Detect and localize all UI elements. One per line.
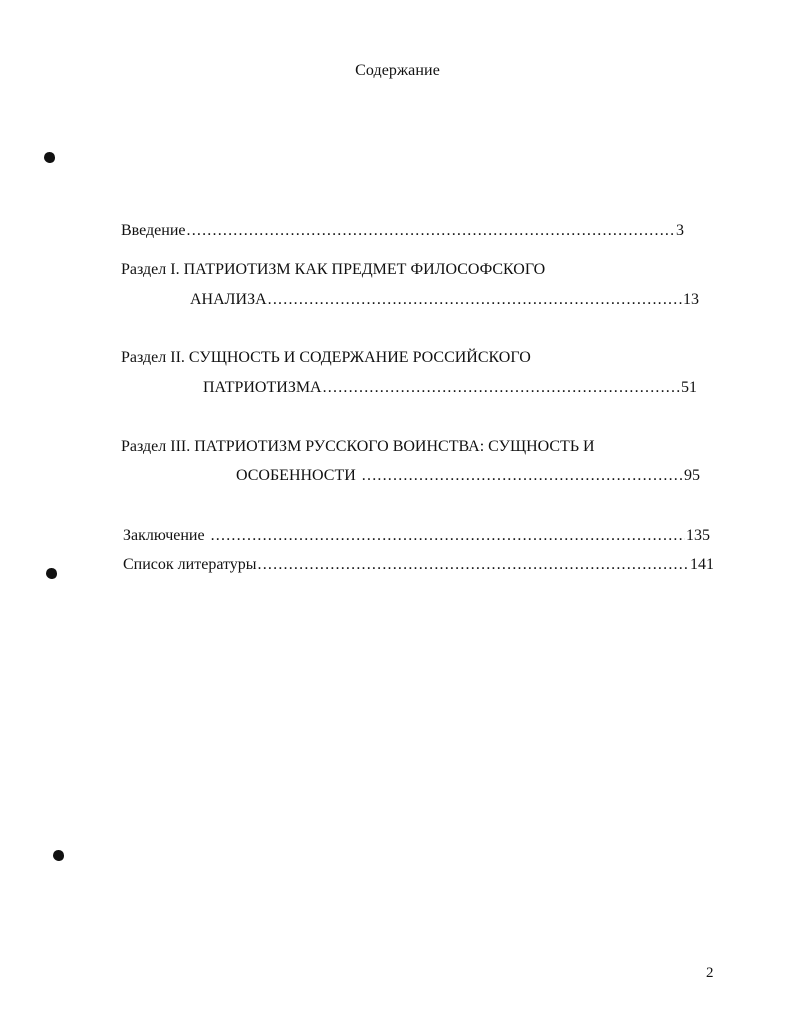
toc-entry-page: 51 xyxy=(681,379,697,396)
toc-entry-section-3-cont xyxy=(236,466,700,486)
scan-mark xyxy=(44,152,55,163)
toc-entry-label-cont: АНАЛИЗА xyxy=(190,291,267,308)
dot-leader xyxy=(258,555,689,575)
toc-entry-section-3 xyxy=(121,437,595,457)
toc-entry-section-1 xyxy=(121,260,545,280)
toc-entry-label: Введение xyxy=(121,222,186,239)
toc-entry-label-cont: ПАТРИОТИЗМА xyxy=(203,379,322,396)
dot-leader xyxy=(211,526,685,546)
toc-entry-label: Раздел III. ПАТРИОТИЗМ РУССКОГО ВОИНСТВА: СУЩНОСТЬ И xyxy=(121,438,595,455)
toc-entry-label: Раздел I. ПАТРИОТИЗМ КАК ПРЕДМЕТ ФИЛОСОФСКОГО xyxy=(121,261,546,278)
toc-entry-page: 3 xyxy=(676,222,684,239)
toc-entry-label: Раздел II. СУЩНОСТЬ И СОДЕРЖАНИЕ РОССИЙСКОГО xyxy=(121,349,531,366)
toc-entry-introduction xyxy=(121,221,684,241)
toc-entry-section-2 xyxy=(121,348,531,368)
page-number: 2 xyxy=(706,965,714,981)
toc-entry-page: 13 xyxy=(683,291,699,308)
toc-entry-label: Список литературы xyxy=(123,556,257,573)
toc-entry-page: 95 xyxy=(684,467,700,484)
toc-entry-page: 135 xyxy=(686,527,710,544)
toc-entry-conclusion xyxy=(123,526,710,546)
toc-entry-label: Заключение xyxy=(123,527,205,544)
dot-leader xyxy=(187,221,676,241)
dot-leader xyxy=(268,290,682,310)
toc-entry-section-1-cont xyxy=(190,290,699,310)
dot-leader xyxy=(323,378,680,398)
scan-mark xyxy=(46,568,57,579)
page-title: Содержание xyxy=(355,62,440,79)
scan-mark xyxy=(53,850,64,861)
toc-entry-label-cont: ОСОБЕННОСТИ xyxy=(236,467,356,484)
dot-leader xyxy=(362,466,683,486)
toc-entry-page: 141 xyxy=(690,556,714,573)
toc-entry-section-2-cont xyxy=(203,378,697,398)
toc-entry-references xyxy=(123,555,714,575)
